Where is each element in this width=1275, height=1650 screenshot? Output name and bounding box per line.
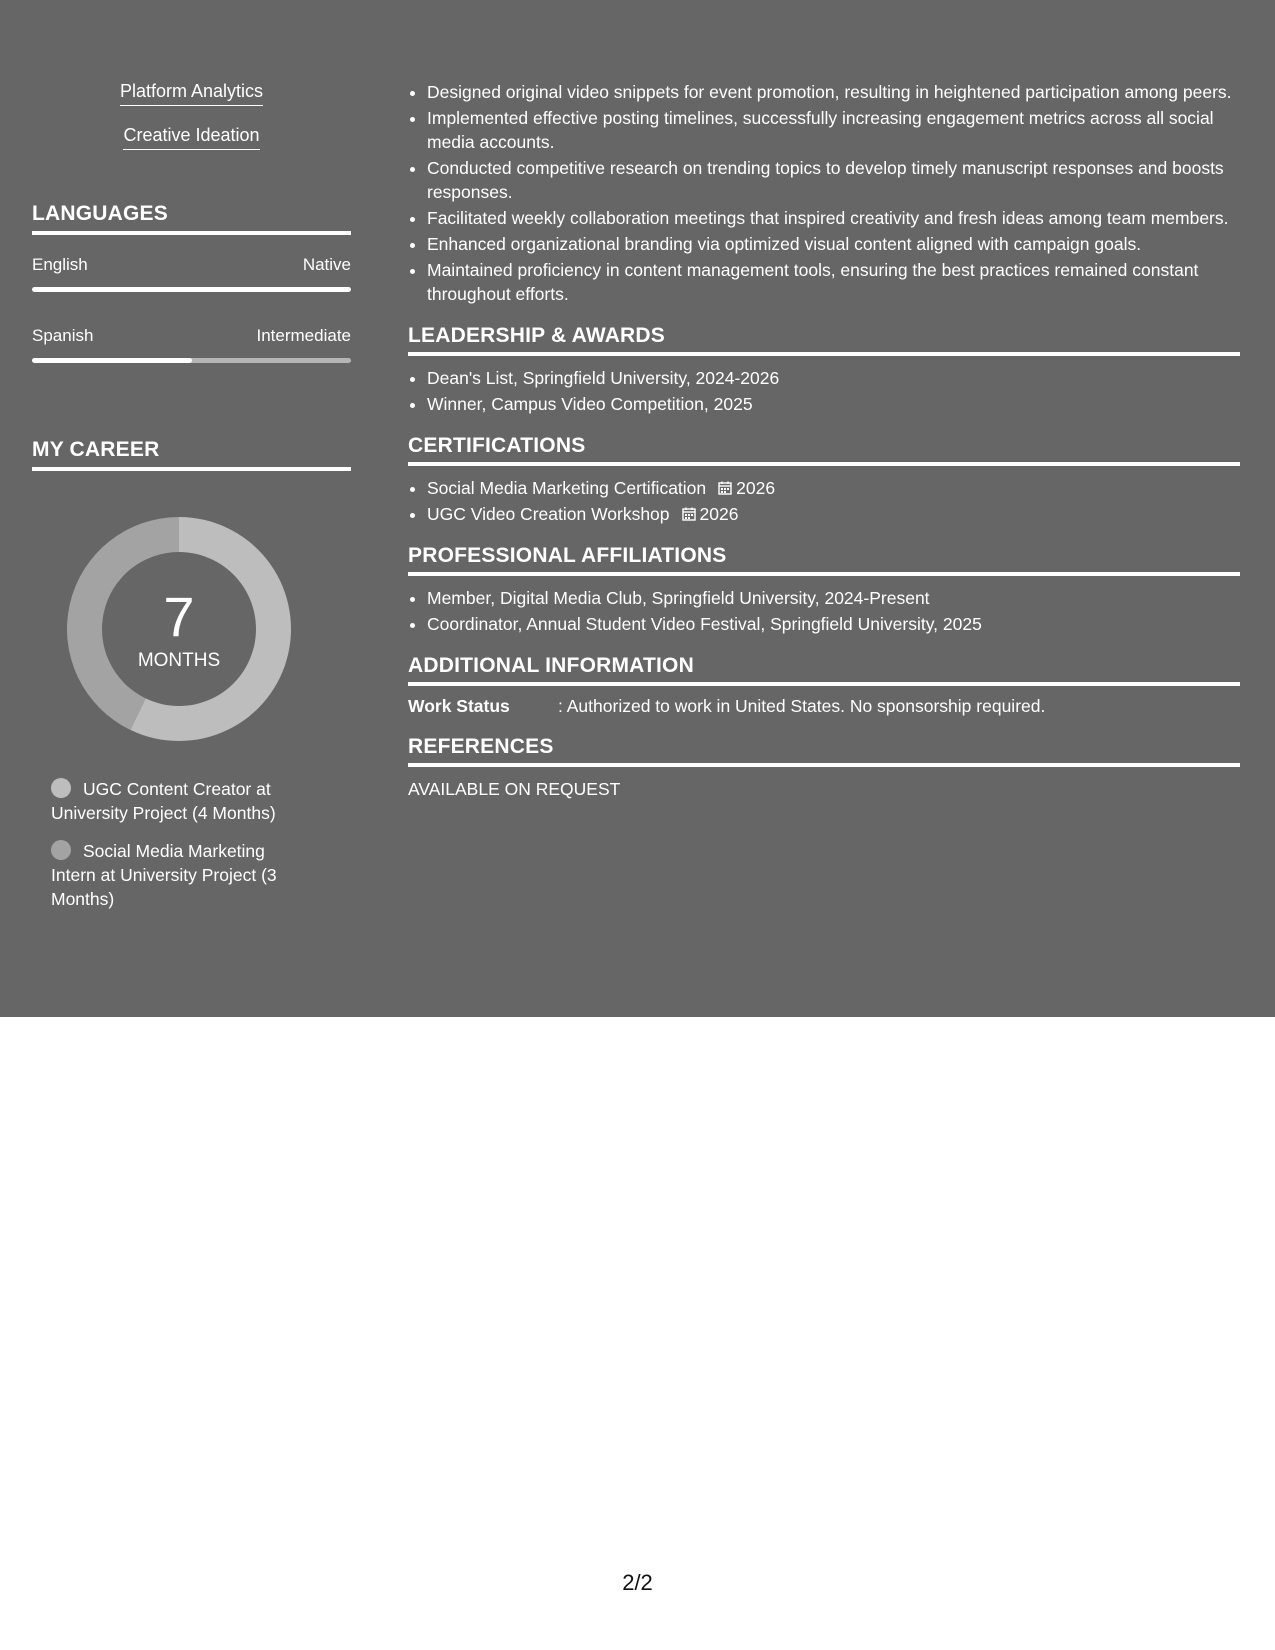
affiliation-item: • Member, Digital Media Club, Springfield University, 2024-Present bbox=[427, 586, 1240, 610]
certification-name: UGC Video Creation Workshop bbox=[427, 504, 670, 524]
work-status-row bbox=[408, 696, 1240, 717]
certification-year: 2026 bbox=[736, 478, 776, 498]
affiliation-item: • Coordinator, Annual Student Video Festival, Springfield University, 2025 bbox=[427, 612, 1240, 636]
career-total-number: 7 bbox=[163, 585, 195, 648]
page-number: 2/2 bbox=[622, 1570, 653, 1595]
affiliations-heading: PROFESSIONAL AFFILIATIONS bbox=[408, 544, 1240, 576]
career-legend bbox=[51, 777, 311, 911]
experience-bullet: • Conducted competitive research on trending topics to develop timely manuscript responses and boosts responses. bbox=[427, 156, 1240, 204]
sidebar bbox=[32, 80, 351, 911]
languages-section bbox=[32, 202, 351, 363]
additional-info-heading: ADDITIONAL INFORMATION bbox=[408, 654, 1240, 686]
language-name: Spanish bbox=[32, 326, 94, 345]
career-section bbox=[32, 438, 351, 911]
leadership-heading: LEADERSHIP & AWARDS bbox=[408, 324, 1240, 356]
language-spanish bbox=[32, 326, 351, 363]
leadership-item: • Dean's List, Springfield University, 2024-2026 bbox=[427, 366, 1240, 390]
work-status-value: : Authorized to work in United States. No sponsorship required. bbox=[558, 696, 1046, 716]
language-proficiency-bar bbox=[32, 287, 351, 292]
experience-bullet: • Facilitated weekly collaboration meetings that inspired creativity and fresh ideas among team members. bbox=[427, 206, 1240, 230]
skills-list bbox=[32, 80, 351, 150]
career-donut-chart bbox=[67, 517, 291, 741]
skill-creative-ideation: Creative Ideation bbox=[123, 124, 259, 150]
language-proficiency-fill bbox=[32, 287, 351, 292]
leadership-item: • Winner, Campus Video Competition, 2025 bbox=[427, 392, 1240, 416]
calendar-icon bbox=[718, 481, 732, 495]
certification-year: 2026 bbox=[699, 504, 739, 524]
language-level: Native bbox=[302, 255, 351, 274]
certifications-list bbox=[408, 476, 1240, 526]
languages-heading: LANGUAGES bbox=[32, 202, 351, 235]
career-heading: MY CAREER bbox=[32, 438, 351, 471]
main-content bbox=[408, 80, 1240, 800]
references-heading: REFERENCES bbox=[408, 735, 1240, 767]
language-level: Intermediate bbox=[256, 326, 351, 345]
career-legend-item bbox=[51, 839, 311, 911]
certifications-heading: CERTIFICATIONS bbox=[408, 434, 1240, 466]
certification-name: Social Media Marketing Certification bbox=[427, 478, 707, 498]
career-total-unit: MONTHS bbox=[137, 650, 221, 671]
affiliations-list bbox=[408, 586, 1240, 636]
experience-bullet: • Maintained proficiency in content management tools, ensuring the best practices remained constant throughout efforts. bbox=[427, 258, 1240, 306]
certification-item bbox=[427, 476, 1240, 500]
calendar-icon bbox=[682, 507, 696, 521]
language-proficiency-bar bbox=[32, 358, 351, 363]
language-proficiency-fill bbox=[32, 358, 192, 363]
career-legend-label: Social Media Marketing Intern at University Project (3 Months) bbox=[51, 841, 277, 909]
language-name: English bbox=[32, 255, 88, 274]
legend-dot-icon bbox=[51, 840, 71, 860]
experience-bullets bbox=[408, 80, 1240, 306]
legend-dot-icon bbox=[51, 778, 71, 798]
language-english bbox=[32, 255, 351, 292]
experience-bullet: • Designed original video snippets for event promotion, resulting in heightened participation among peers. bbox=[427, 80, 1240, 104]
career-legend-item bbox=[51, 777, 311, 825]
experience-bullet: • Implemented effective posting timelines, successfully increasing engagement metrics across all social media accounts. bbox=[427, 106, 1240, 154]
experience-bullet: • Enhanced organizational branding via optimized visual content aligned with campaign goals. bbox=[427, 232, 1240, 256]
leadership-list bbox=[408, 366, 1240, 416]
references-text: AVAILABLE ON REQUEST bbox=[408, 779, 621, 799]
skill-platform-analytics: Platform Analytics bbox=[120, 80, 263, 106]
certification-item bbox=[427, 502, 1240, 526]
work-status-label: Work Status bbox=[408, 696, 510, 716]
career-legend-label: UGC Content Creator at University Project (4 Months) bbox=[51, 779, 276, 823]
